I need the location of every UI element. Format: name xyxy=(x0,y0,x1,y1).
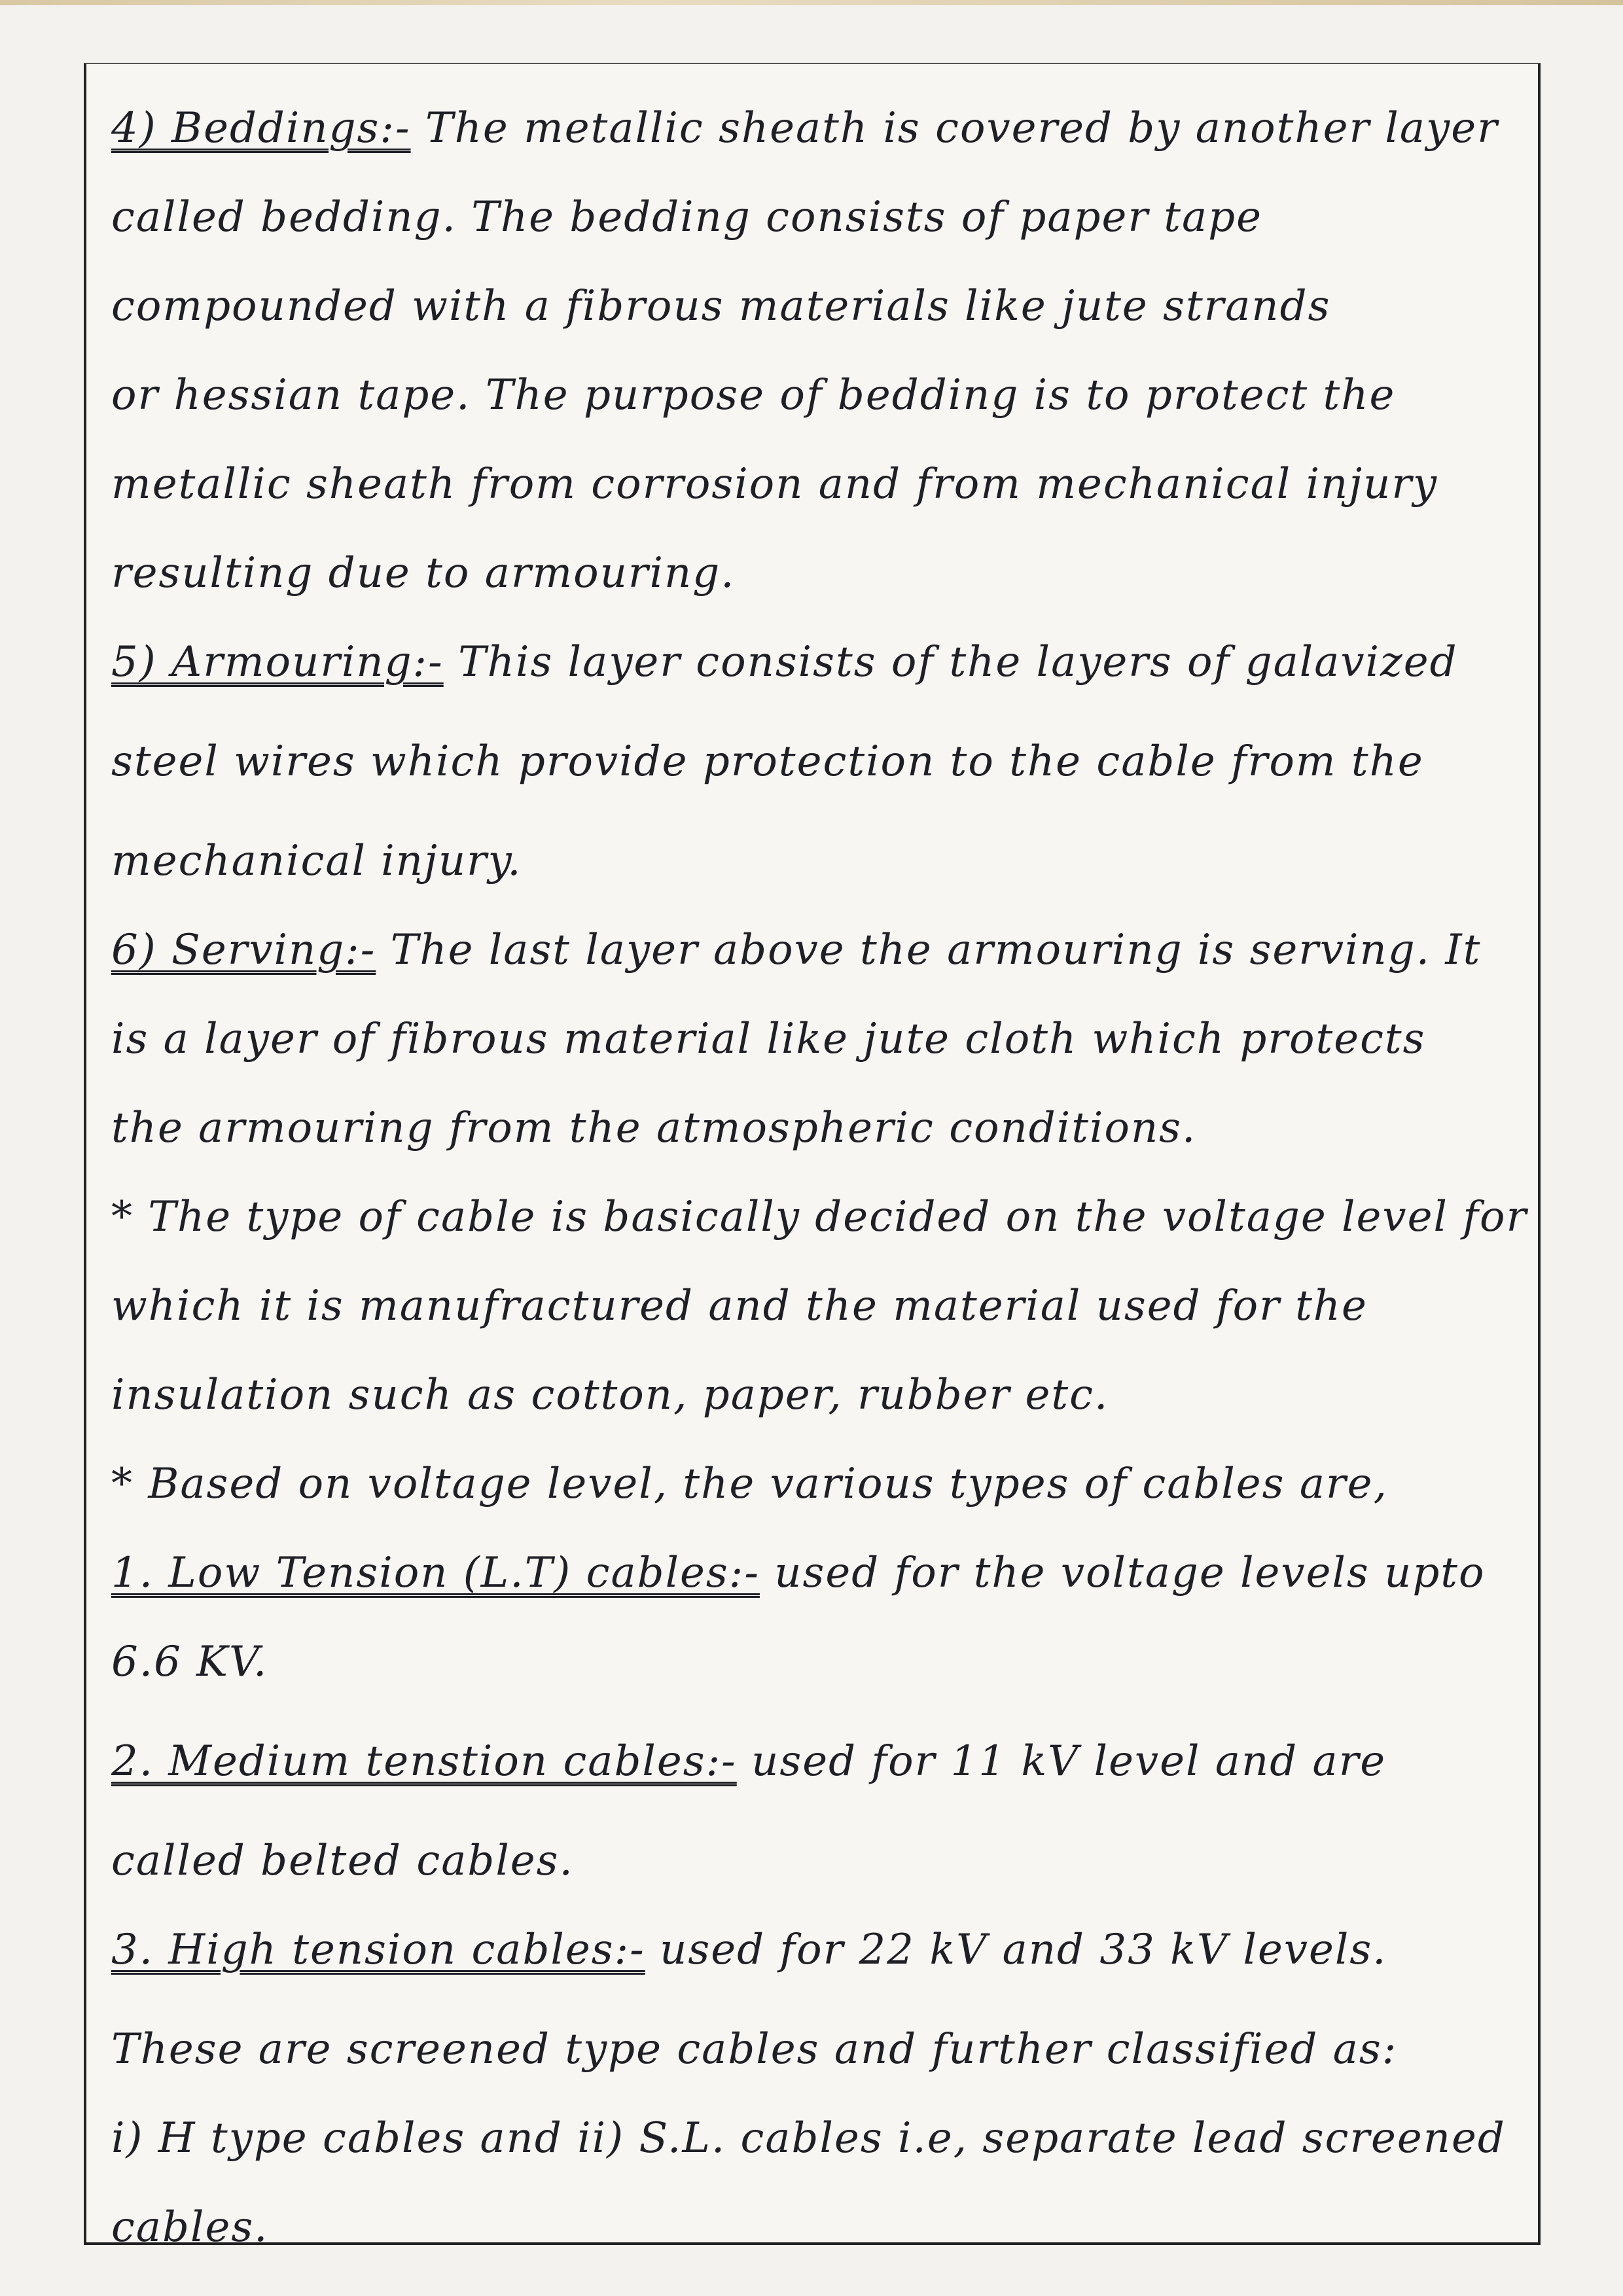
note-line xyxy=(111,906,1525,995)
note-line xyxy=(111,1617,1525,1706)
line-text: called belted cables. xyxy=(111,1837,574,1885)
line-text: These are screened type cables and further classified as: xyxy=(111,2025,1398,2074)
note-line xyxy=(111,1717,1525,1806)
note-line xyxy=(111,618,1525,707)
line-text: which it is manufractured and the material used for the xyxy=(111,1282,1368,1330)
section-heading: 6) Serving:- xyxy=(111,926,376,974)
note-line xyxy=(111,440,1525,529)
line-text: * Based on voltage level, the various types of cables are, xyxy=(111,1460,1388,1508)
section-heading: 4) Beddings:- xyxy=(111,104,411,152)
line-text: This layer consists of the layers of galavized xyxy=(443,638,1458,686)
note-line xyxy=(111,173,1525,262)
line-text: The last layer above the armouring is serving. It xyxy=(376,926,1482,974)
note-line xyxy=(111,1528,1525,1617)
top-edge-rule xyxy=(0,0,1623,5)
note-line xyxy=(111,1262,1525,1351)
line-text: compounded with a fibrous materials like jute strands xyxy=(111,282,1331,330)
note-line xyxy=(111,262,1525,351)
line-text: metallic sheath from corrosion and from mechanical injury xyxy=(111,460,1438,508)
note-line xyxy=(111,1084,1525,1173)
line-text: is a layer of fibrous material like jute cloth which protects xyxy=(111,1015,1426,1063)
note-line xyxy=(111,2005,1525,2094)
line-text: the armouring from the atmospheric conditions. xyxy=(111,1104,1197,1152)
note-line xyxy=(111,84,1525,173)
line-text: insulation such as cotton, paper, rubber etc. xyxy=(111,1371,1109,1419)
note-line xyxy=(111,1905,1525,1994)
note-line xyxy=(111,2183,1525,2272)
line-text: used for the voltage levels upto xyxy=(759,1549,1486,1597)
line-text: resulting due to armouring. xyxy=(111,549,736,597)
handwritten-notes xyxy=(111,84,1528,2272)
note-line xyxy=(111,717,1525,806)
note-line xyxy=(111,817,1525,906)
note-line xyxy=(111,2094,1525,2183)
section-heading: 1. Low Tension (L.T) cables:- xyxy=(111,1549,760,1597)
line-text: used for 11 kV level and are xyxy=(736,1737,1387,1786)
note-line xyxy=(111,1816,1525,1905)
note-line xyxy=(111,995,1525,1084)
section-heading: 5) Armouring:- xyxy=(111,638,444,686)
note-line xyxy=(111,1439,1525,1528)
note-line xyxy=(111,1173,1528,1262)
line-text: The metallic sheath is covered by another layer xyxy=(410,104,1499,152)
line-text: used for 22 kV and 33 kV levels. xyxy=(645,1926,1387,1974)
note-line xyxy=(111,351,1525,440)
line-text: called bedding. The bedding consists of paper tape xyxy=(111,193,1262,241)
line-text: or hessian tape. The purpose of bedding is to protect the xyxy=(111,371,1396,419)
line-text: steel wires which provide protection to the cable from the xyxy=(111,737,1424,786)
note-line xyxy=(111,1351,1525,1439)
line-text: 6.6 KV. xyxy=(111,1638,268,1686)
note-line xyxy=(111,529,1525,618)
section-heading: 3. High tension cables:- xyxy=(111,1926,645,1974)
line-text: i) H type cables and ii) S.L. cables i.e, separate lead screened xyxy=(111,2114,1506,2163)
line-text: cables. xyxy=(111,2203,269,2252)
section-heading: 2. Medium tenstion cables:- xyxy=(111,1737,737,1786)
line-text: mechanical injury. xyxy=(111,837,522,885)
line-text: * The type of cable is basically decided on the voltage level for xyxy=(111,1193,1528,1241)
